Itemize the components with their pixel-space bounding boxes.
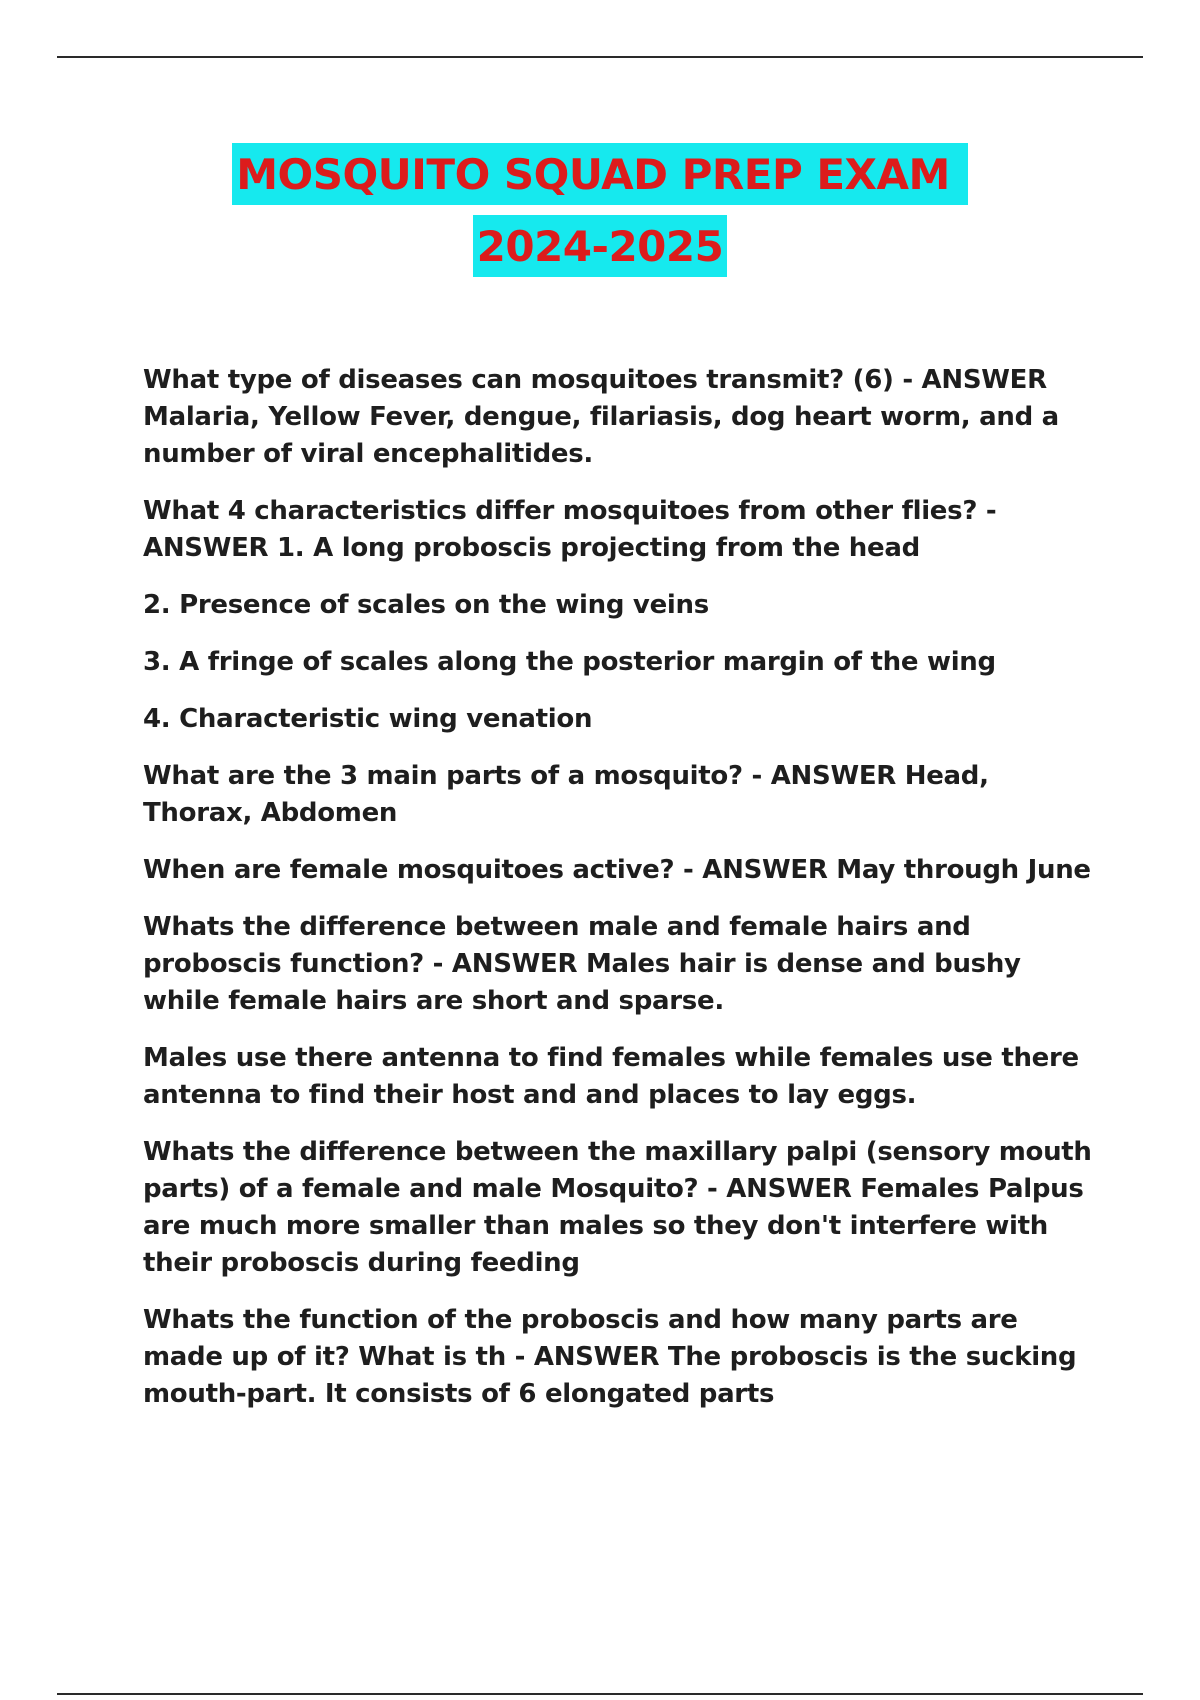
qa-paragraph: When are female mosquitoes active? - ANSWER May through June [143, 855, 1091, 885]
title-line-1: MOSQUITO SQUAD PREP EXAM [232, 143, 968, 205]
top-divider [57, 56, 1143, 58]
bottom-divider [57, 1693, 1143, 1695]
qa-paragraph: Males use there antenna to find females while females use there antenna to find their host and and places to lay eggs. [143, 1043, 1079, 1110]
qa-paragraph: 2. Presence of scales on the wing veins [143, 590, 709, 620]
qa-paragraph: Whats the difference between male and female hairs and proboscis function? - ANSWER Males hair is dense and bushy while female hairs are short and sparse. [143, 912, 1021, 1016]
qa-content [143, 362, 1103, 1433]
qa-paragraph: 4. Characteristic wing venation [143, 704, 593, 734]
document-title [0, 143, 1200, 277]
qa-paragraph: 3. A fringe of scales along the posterior margin of the wing [143, 647, 996, 677]
title-line-2: 2024-2025 [473, 215, 728, 277]
qa-paragraph: What are the 3 main parts of a mosquito? - ANSWER Head, Thorax, Abdomen [143, 761, 989, 828]
qa-paragraph: What type of diseases can mosquitoes transmit? (6) - ANSWER Malaria, Yellow Fever, dengue, filariasis, dog heart worm, and a number of viral encephalitides. [143, 365, 1059, 469]
qa-paragraph: What 4 characteristics differ mosquitoes from other flies? - ANSWER 1. A long proboscis projecting from the head [143, 496, 997, 563]
qa-paragraph: Whats the difference between the maxillary palpi (sensory mouth parts) of a female and male Mosquito? - ANSWER Females Palpus are much more smaller than males so they don't interfere with their proboscis during feeding [143, 1137, 1092, 1278]
qa-paragraph: Whats the function of the proboscis and how many parts are made up of it? What is th - ANSWER The proboscis is the sucking mouth-part. It consists of 6 elongated parts [143, 1305, 1077, 1409]
